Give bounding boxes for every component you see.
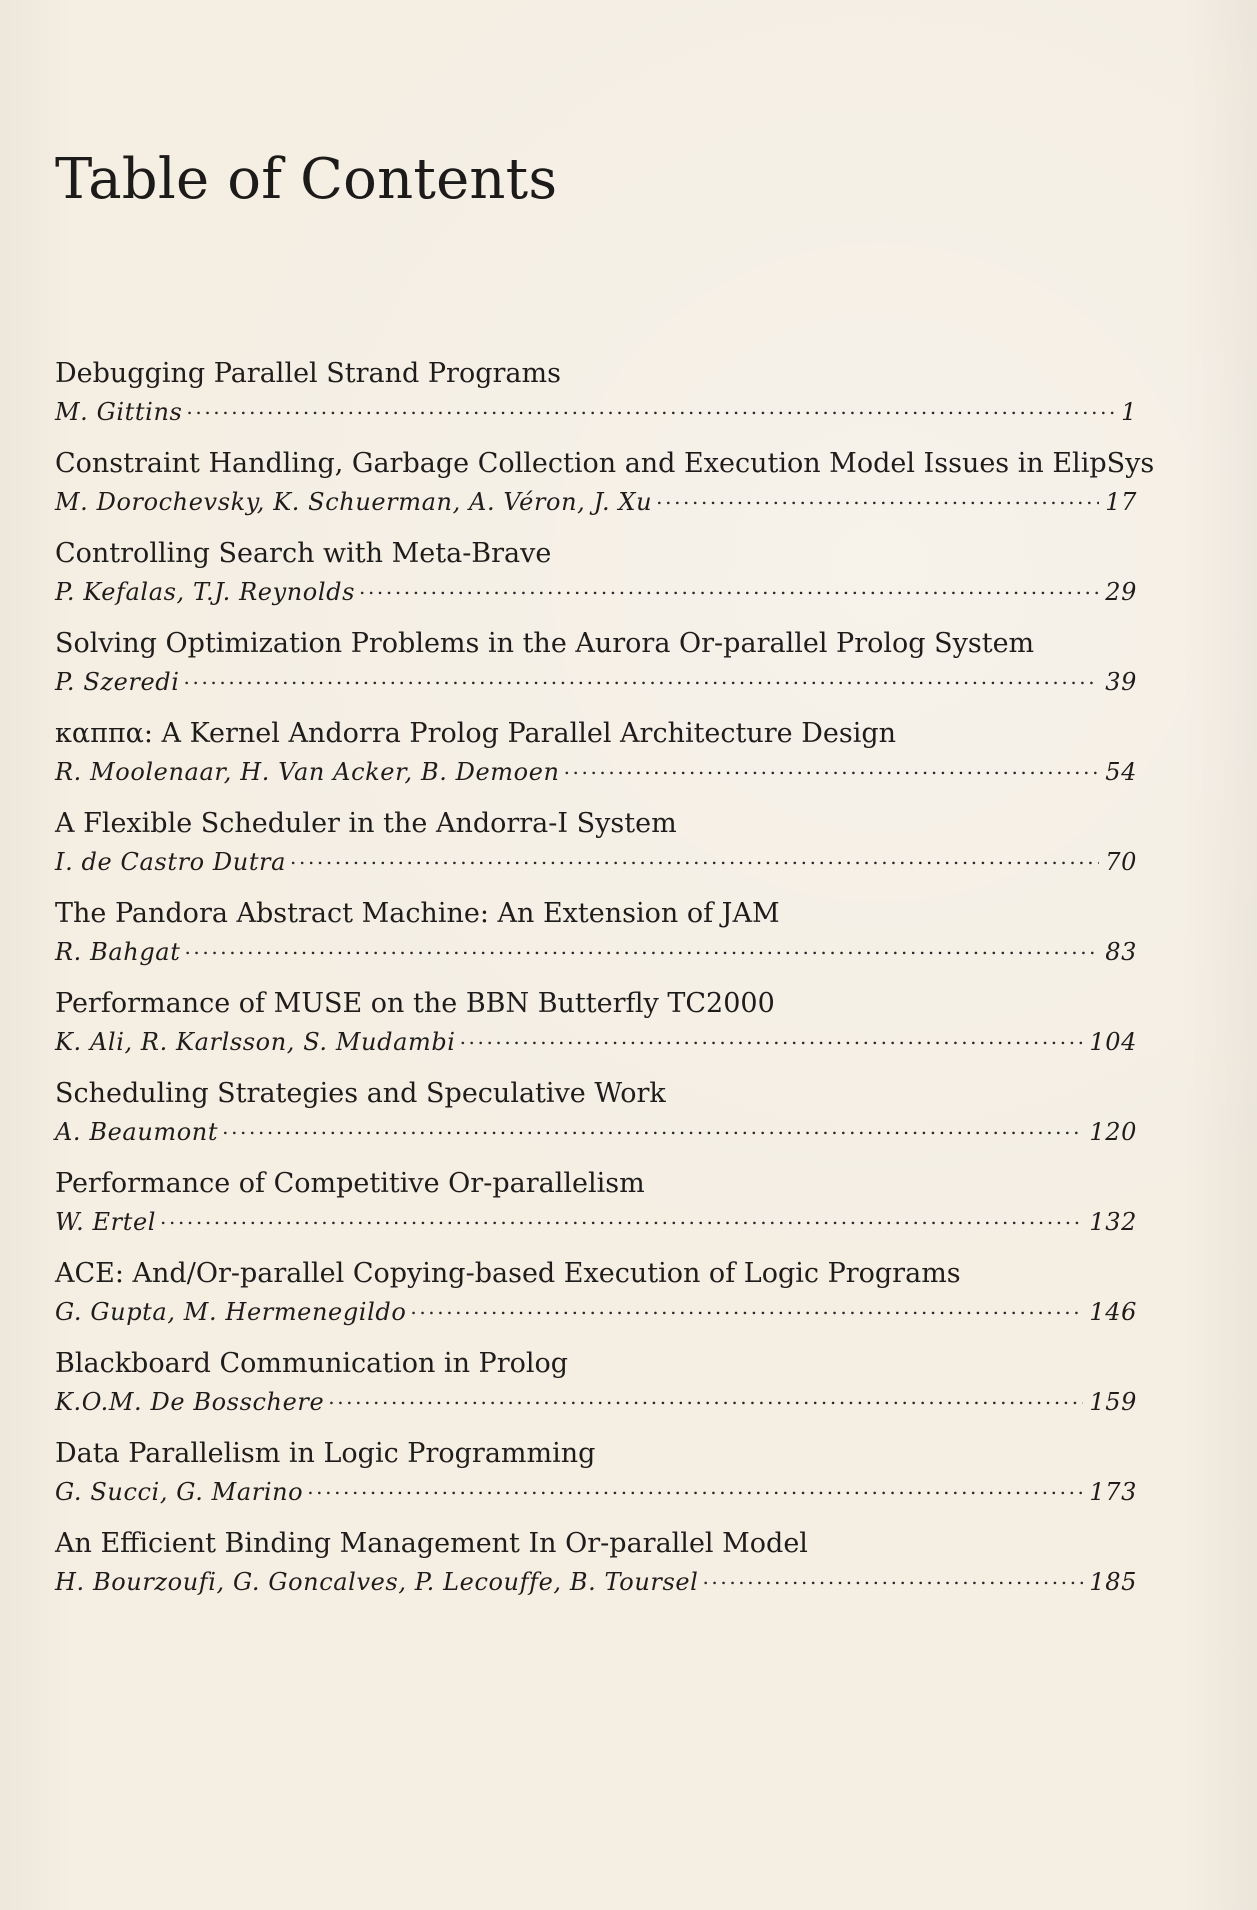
entry-title: The Pandora Abstract Machine: An Extension of JAM <box>55 898 780 929</box>
entry-author-line <box>55 1476 1137 1506</box>
toc-entry <box>55 1072 1137 1162</box>
entry-authors: K.O.M. De Bosschere <box>55 1388 325 1416</box>
dot-leader <box>564 756 1100 780</box>
entry-page-number: 39 <box>1105 668 1137 696</box>
entry-author-line <box>55 486 1137 516</box>
entry-authors: G. Succi, G. Marino <box>55 1478 304 1506</box>
entry-author-line <box>55 1206 1137 1236</box>
entry-author-line <box>55 666 1137 696</box>
entry-author-line <box>55 1566 1137 1596</box>
toc-entry <box>55 1252 1137 1342</box>
entry-title: Performance of MUSE on the BBN Butterfly TC2000 <box>55 988 775 1019</box>
entry-page-number: 17 <box>1105 488 1137 516</box>
toc-entry <box>55 1162 1137 1252</box>
entry-title: ACE: And/Or-parallel Copying-based Execution of Logic Programs <box>55 1258 961 1289</box>
entry-title: A Flexible Scheduler in the Andorra-I System <box>55 808 677 839</box>
entry-page-number: 54 <box>1105 758 1137 786</box>
toc-entry <box>55 1432 1137 1522</box>
entry-page-number: 83 <box>1105 938 1137 966</box>
entry-author-line <box>55 1026 1137 1056</box>
entry-author-line <box>55 1116 1137 1146</box>
dot-leader <box>702 1566 1083 1590</box>
toc-entry <box>55 982 1137 1072</box>
entry-title: An Efficient Binding Management In Or-parallel Model <box>55 1528 808 1559</box>
entry-title: Controlling Search with Meta-Brave <box>55 538 552 569</box>
entry-authors: K. Ali, R. Karlsson, S. Mudambi <box>55 1028 456 1056</box>
toc-entry <box>55 442 1155 532</box>
entry-authors: G. Gupta, M. Hermenegildo <box>55 1298 407 1326</box>
dot-leader <box>307 1476 1083 1500</box>
entry-title: καππα: A Kernel Andorra Prolog Parallel Architecture Design <box>55 718 897 749</box>
toc-entry <box>55 352 1137 442</box>
entry-title: Performance of Competitive Or-parallelism <box>55 1168 645 1199</box>
entry-authors: R. Bahgat <box>55 938 181 966</box>
entry-authors: M. Dorochevsky, K. Schuerman, A. Véron, J. Xu <box>55 488 653 516</box>
dot-leader <box>460 1026 1084 1050</box>
toc-entry <box>55 892 1137 982</box>
entry-page-number: 159 <box>1089 1388 1137 1416</box>
entry-title: Solving Optimization Problems in the Aurora Or-parallel Prolog System <box>55 628 1035 659</box>
dot-leader <box>290 846 1099 870</box>
toc-entry <box>55 1522 1137 1612</box>
entry-page-number: 173 <box>1089 1478 1137 1506</box>
entry-title: Data Parallelism in Logic Programming <box>55 1438 596 1469</box>
dot-leader <box>656 486 1099 510</box>
entry-page-number: 104 <box>1089 1028 1137 1056</box>
entry-author-line <box>55 396 1137 426</box>
entry-author-line <box>55 1386 1137 1416</box>
entry-page-number: 146 <box>1089 1298 1137 1326</box>
entry-title: Scheduling Strategies and Speculative Work <box>55 1078 666 1109</box>
entry-title: Blackboard Communication in Prolog <box>55 1348 569 1379</box>
toc-entry <box>55 622 1137 712</box>
dot-leader <box>328 1386 1083 1410</box>
toc-entry <box>55 1342 1137 1432</box>
toc-entry <box>55 712 1137 802</box>
dot-leader <box>359 576 1099 600</box>
entry-page-number: 1 <box>1121 398 1137 426</box>
page-title: Table of Contents <box>55 147 558 212</box>
entry-page-number: 29 <box>1105 578 1137 606</box>
entry-authors: M. Gittins <box>55 398 183 426</box>
entry-author-line <box>55 756 1137 786</box>
entry-authors: H. Bourzoufi, G. Goncalves, P. Lecouffe, B. Toursel <box>55 1568 699 1596</box>
entry-authors: P. Szeredi <box>55 668 180 696</box>
toc-entry <box>55 802 1137 892</box>
entry-author-line <box>55 1296 1137 1326</box>
entry-page-number: 185 <box>1089 1568 1137 1596</box>
entry-author-line <box>55 936 1137 966</box>
entry-page-number: 132 <box>1089 1208 1137 1236</box>
entry-author-line <box>55 846 1137 876</box>
toc-list <box>55 352 1155 1612</box>
entry-page-number: 120 <box>1089 1118 1137 1146</box>
entry-author-line <box>55 576 1137 606</box>
dot-leader <box>184 666 1100 690</box>
entry-authors: I. de Castro Dutra <box>55 848 287 876</box>
entry-title: Debugging Parallel Strand Programs <box>55 358 561 389</box>
dot-leader <box>222 1116 1083 1140</box>
dot-leader <box>184 936 1099 960</box>
entry-page-number: 70 <box>1105 848 1137 876</box>
entry-authors: W. Ertel <box>55 1208 157 1236</box>
dot-leader <box>410 1296 1083 1320</box>
entry-authors: P. Kefalas, T.J. Reynolds <box>55 578 355 606</box>
entry-authors: R. Moolenaar, H. Van Acker, B. Demoen <box>55 758 560 786</box>
entry-title: Constraint Handling, Garbage Collection and Execution Model Issues in ElipSys <box>55 448 1155 479</box>
entry-authors: A. Beaumont <box>55 1118 219 1146</box>
dot-leader <box>160 1206 1083 1230</box>
dot-leader <box>186 396 1115 420</box>
toc-entry <box>55 532 1137 622</box>
